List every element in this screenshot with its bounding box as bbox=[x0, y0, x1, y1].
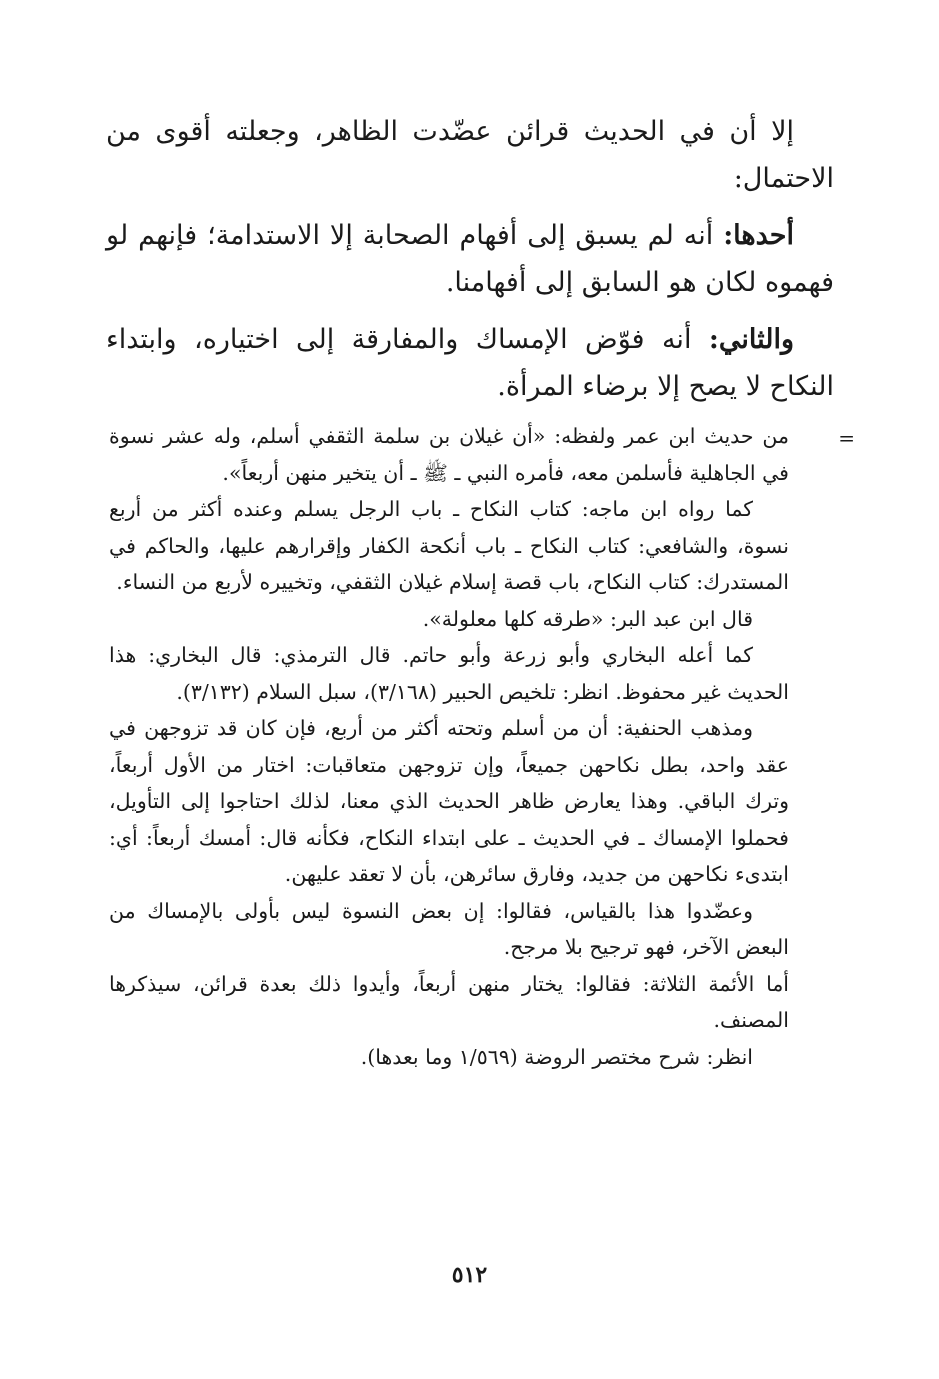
footnote-paragraph: قال ابن عبد البر: «طرقه كلها معلولة». bbox=[422, 606, 753, 631]
footnote-paragraph: وعضّدوا هذا بالقياس، فقالوا: إن بعض النسوة ليس بأولى بالإمساك من البعض الآخر، فهو ترجيح بلا مرجح. bbox=[109, 898, 789, 959]
main-text bbox=[106, 108, 834, 420]
footnote-paragraph: كما رواه ابن ماجه: كتاب النكاح ـ باب الرجل يسلم وعنده أكثر من أربع نسوة، والشافعي: كتاب النكاح ـ باب أنكحة الكفار وإقرارهم عليها، والحاكم في المستدرك: كتاب النكاح، باب قصة إسلام غيلان الثقفي، وتخييره لأربع من النساء. bbox=[109, 497, 789, 594]
footnote-continuation-mark: = bbox=[838, 426, 855, 450]
footnote-block bbox=[109, 418, 789, 1075]
main-paragraph-2 bbox=[106, 212, 834, 306]
footnote-paragraph: من حديث ابن عمر ولفظه: «أن غيلان بن سلمة الثقفي أسلم، وله عشر نسوة في الجاهلية فأسلمن معه، فأمره النبي ـ ﷺ ـ أن يتخير منهن أربعاً». bbox=[109, 424, 789, 485]
footnote-paragraph: ومذهب الحنفية: أن من أسلم وتحته أكثر من أربع، فإن كان قد تزوجهن في عقد واحد، بطل نكاحهن جميعاً، وإن تزوجهن متعاقبات: اختار من الأول أربعاً، وترك الباقي. وهذا يعارض ظاهر الحديث الذي معنا، لذلك احتاجوا إلى التأويل، فحملوا الإمساك ـ في الحديث ـ على ابتداء النكاح، فكأنه قال: أمسك أربعاً: أي: ابتدىء نكاحهن من جديد، وفارق سائرهن، بأن لا تعقد عليهن. bbox=[109, 716, 789, 886]
footnote-paragraph: انظر: شرح مختصر الروضة (١/٥٦٩ وما بعدها). bbox=[360, 1044, 753, 1069]
second-point-text: أنه فوّض الإمساك والمفارقة إلى اختياره، وابتداء النكاح لا يصح إلا برضاء المرأة. bbox=[106, 324, 834, 402]
first-point-text: أنه لم يسبق إلى أفهام الصحابة إلا الاستدامة؛ فإنهم لو فهموه لكان هو السابق إلى أفهامنا. bbox=[106, 220, 834, 298]
footnote-paragraph: كما أعله البخاري وأبو زرعة وأبو حاتم. قال الترمذي: قال البخاري: هذا الحديث غير محفوظ. انظر: تلخيص الحبير (٣/١٦٨)، سبل السلام (٣/١٣٢). bbox=[109, 643, 789, 704]
first-point-lead: أحدها: bbox=[723, 220, 794, 251]
footnote-paragraph: أما الأئمة الثلاثة: فقالوا: يختار منهن أربعاً، وأيدوا ذلك بعدة قرائن، سيذكرها المصنف. bbox=[109, 971, 789, 1032]
page-number: ٥١٢ bbox=[451, 1262, 488, 1288]
second-point-lead: والثاني: bbox=[708, 324, 794, 355]
main-paragraph-1: إلا أن في الحديث قرائن عضّدت الظاهر، وجعلته أقوى من الاحتمال: bbox=[106, 116, 834, 194]
main-paragraph-3 bbox=[106, 316, 834, 410]
